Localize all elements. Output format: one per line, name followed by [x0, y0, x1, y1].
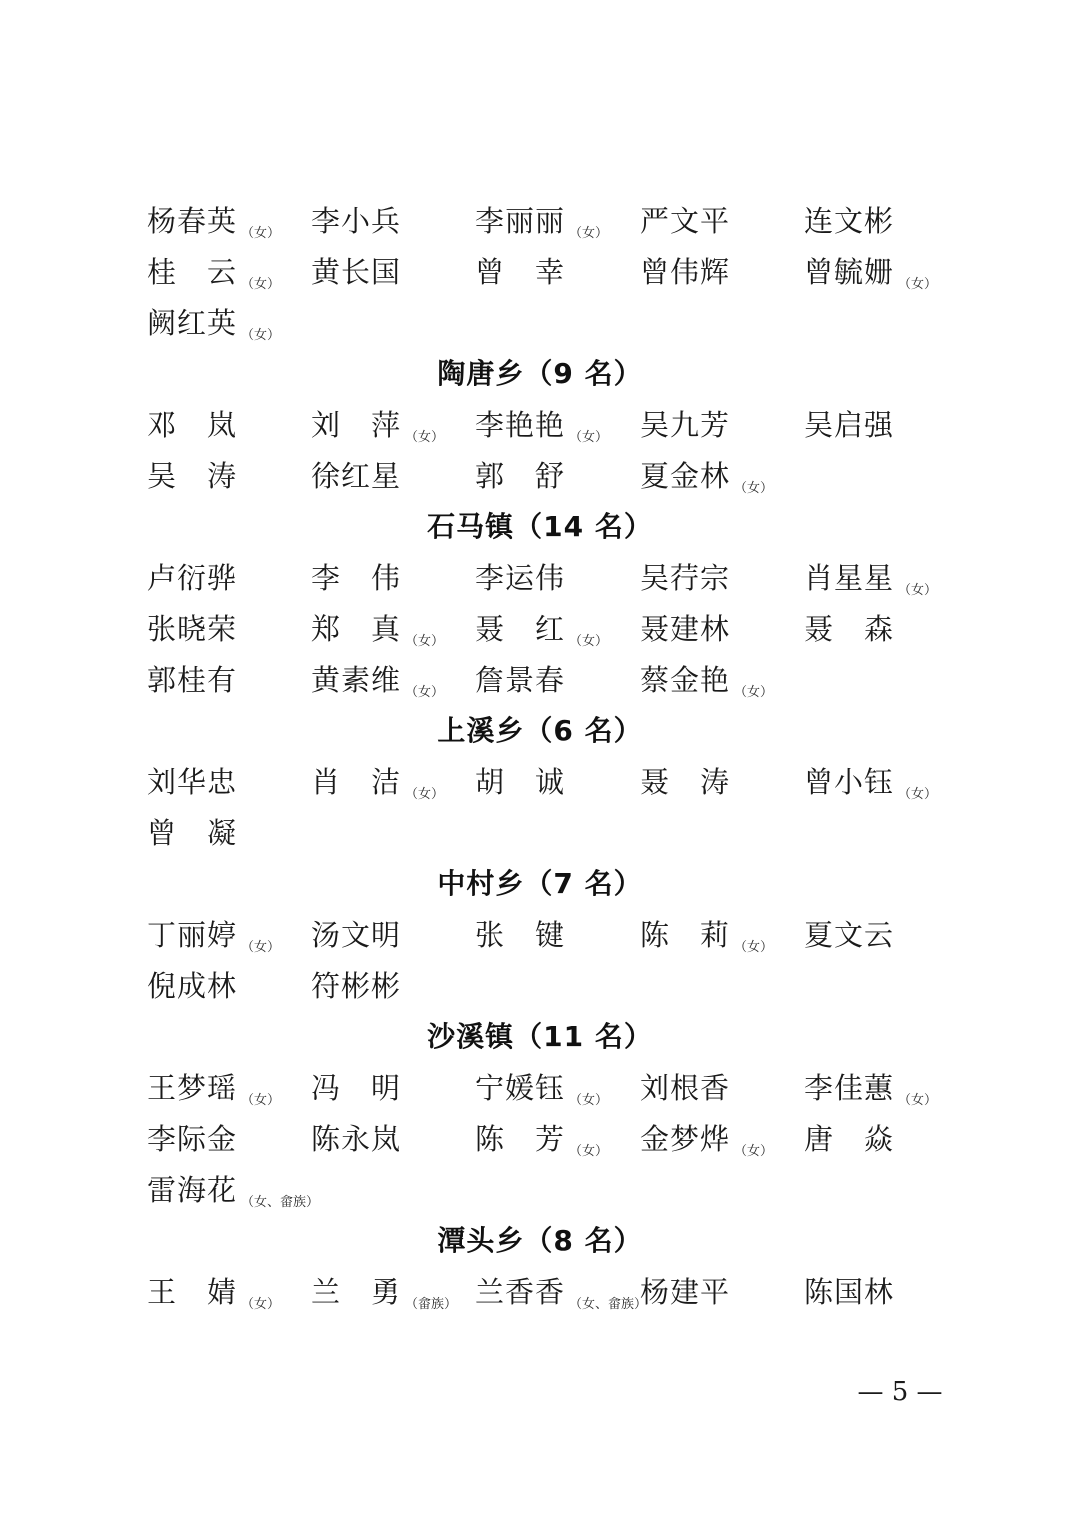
person-name: 夏金林: [640, 459, 731, 493]
person-note: （女）: [898, 583, 938, 598]
person-entry: [147, 655, 237, 705]
person-entry: [147, 553, 237, 603]
person-name: 唐 焱: [804, 1122, 895, 1156]
person-entry: [147, 1165, 319, 1215]
person-entry: [804, 757, 937, 807]
person-name: 桂 云: [147, 255, 238, 289]
person-name: 严文平: [640, 204, 731, 238]
person-note: （女）: [569, 1144, 609, 1159]
person-entry: [640, 1063, 730, 1113]
person-note: （女）: [569, 634, 609, 649]
person-entry: [475, 400, 608, 450]
name-row: [0, 655, 1080, 705]
person-name: 杨春英: [147, 204, 238, 238]
person-name: 黄长国: [311, 255, 402, 289]
person-name: 李运伟: [475, 561, 566, 595]
section-heading: 沙溪镇（11 名）: [427, 1020, 653, 1053]
person-entry: [475, 1267, 647, 1317]
section-heading: 潭头乡（8 名）: [437, 1224, 643, 1257]
person-note: （女）: [405, 685, 445, 700]
person-entry: [804, 553, 937, 603]
person-entry: [804, 247, 937, 297]
person-name: 郑 真: [311, 612, 402, 646]
person-name: 曾小钰: [804, 765, 895, 799]
person-name: 阙红英: [147, 306, 238, 340]
person-entry: [311, 1114, 401, 1164]
person-name: 张晓荣: [147, 612, 238, 646]
person-name: 宁媛钰: [475, 1071, 566, 1105]
person-entry: [147, 604, 237, 654]
person-note: （女）: [734, 481, 774, 496]
person-name: 聂 森: [804, 612, 895, 646]
section-heading: 陶唐乡（9 名）: [437, 357, 643, 390]
name-row: [0, 757, 1080, 807]
name-row: [0, 298, 1080, 348]
person-entry: [640, 1114, 773, 1164]
person-name: 张 键: [475, 918, 566, 952]
person-note: （女）: [734, 1144, 774, 1159]
person-name: 夏文云: [804, 918, 895, 952]
person-entry: [475, 247, 565, 297]
name-row: [0, 553, 1080, 603]
person-name: 刘根香: [640, 1071, 731, 1105]
person-entry: [640, 757, 730, 807]
person-note: （女）: [898, 277, 938, 292]
person-entry: [475, 604, 608, 654]
person-note: （女）: [405, 430, 445, 445]
person-entry: [147, 1114, 237, 1164]
person-entry: [311, 196, 401, 246]
person-name: 王梦瑶: [147, 1071, 238, 1105]
person-note: （女）: [241, 328, 281, 343]
person-entry: [804, 1063, 937, 1113]
person-entry: [311, 1267, 457, 1317]
person-entry: [804, 1267, 894, 1317]
person-entry: [147, 808, 237, 858]
person-entry: [147, 961, 237, 1011]
person-name: 蔡金艳: [640, 663, 731, 697]
person-name: 陈国林: [804, 1275, 895, 1309]
person-name: 雷海花: [147, 1173, 238, 1207]
person-name: 李际金: [147, 1122, 238, 1156]
person-entry: [311, 655, 444, 705]
person-name: 曾伟辉: [640, 255, 731, 289]
person-note: （女）: [241, 226, 281, 241]
person-entry: [147, 247, 280, 297]
person-entry: [147, 298, 280, 348]
person-name: 吴启强: [804, 408, 895, 442]
person-entry: [475, 655, 565, 705]
person-name: 兰香香: [475, 1275, 566, 1309]
person-name: 曾 凝: [147, 816, 238, 850]
person-note: （女、畲族）: [241, 1195, 320, 1210]
person-name: 邓 岚: [147, 408, 238, 442]
person-note: （女）: [569, 1093, 609, 1108]
person-entry: [147, 400, 237, 450]
person-name: 李 伟: [311, 561, 402, 595]
person-entry: [311, 400, 444, 450]
person-entry: [640, 553, 730, 603]
name-row: [0, 604, 1080, 654]
person-note: （女）: [241, 940, 281, 955]
person-entry: [311, 247, 401, 297]
name-row: [0, 1267, 1080, 1317]
person-note: （女、畲族）: [569, 1297, 648, 1312]
person-entry: [475, 1114, 608, 1164]
person-name: 金梦烨: [640, 1122, 731, 1156]
person-name: 曾 幸: [475, 255, 566, 289]
person-note: （女）: [734, 940, 774, 955]
person-entry: [147, 910, 280, 960]
person-entry: [475, 451, 565, 501]
person-entry: [640, 910, 773, 960]
name-row: [0, 1063, 1080, 1113]
person-entry: [804, 1114, 894, 1164]
person-entry: [147, 1267, 280, 1317]
person-entry: [147, 196, 280, 246]
person-note: （女）: [241, 277, 281, 292]
person-name: 卢衍骅: [147, 561, 238, 595]
person-entry: [311, 910, 401, 960]
person-name: 吴 涛: [147, 459, 238, 493]
person-name: 吴荇宗: [640, 561, 731, 595]
person-name: 郭 舒: [475, 459, 566, 493]
person-name: 陈永岚: [311, 1122, 402, 1156]
person-name: 李佳蕙: [804, 1071, 895, 1105]
person-note: （女）: [241, 1297, 281, 1312]
person-entry: [311, 604, 444, 654]
name-row: [0, 961, 1080, 1011]
person-entry: [311, 553, 401, 603]
name-row: [0, 808, 1080, 858]
section-heading: 中村乡（7 名）: [437, 867, 643, 900]
person-name: 聂 涛: [640, 765, 731, 799]
name-row: [0, 1165, 1080, 1215]
person-name: 冯 明: [311, 1071, 402, 1105]
person-entry: [311, 757, 444, 807]
person-name: 杨建平: [640, 1275, 731, 1309]
person-name: 胡 诚: [475, 765, 566, 799]
person-entry: [475, 910, 565, 960]
person-name: 李艳艳: [475, 408, 566, 442]
person-entry: [640, 247, 730, 297]
person-name: 倪成林: [147, 969, 238, 1003]
person-name: 陈 莉: [640, 918, 731, 952]
person-name: 连文彬: [804, 204, 895, 238]
person-name: 陈 芳: [475, 1122, 566, 1156]
person-name: 肖星星: [804, 561, 895, 595]
person-name: 汤文明: [311, 918, 402, 952]
person-name: 李丽丽: [475, 204, 566, 238]
person-name: 徐红星: [311, 459, 402, 493]
person-entry: [640, 604, 730, 654]
person-entry: [640, 400, 730, 450]
person-entry: [640, 196, 730, 246]
person-name: 曾毓姗: [804, 255, 895, 289]
name-row: [0, 910, 1080, 960]
person-entry: [640, 451, 773, 501]
person-note: （女）: [405, 634, 445, 649]
person-note: （畲族）: [405, 1297, 458, 1312]
person-name: 符彬彬: [311, 969, 402, 1003]
name-row: [0, 400, 1080, 450]
person-entry: [804, 196, 894, 246]
person-name: 吴九芳: [640, 408, 731, 442]
person-entry: [311, 1063, 401, 1113]
person-entry: [147, 451, 237, 501]
person-entry: [640, 655, 773, 705]
person-entry: [147, 757, 237, 807]
section-heading: 石马镇（14 名）: [427, 510, 653, 543]
person-note: （女）: [898, 787, 938, 802]
person-name: 郭桂有: [147, 663, 238, 697]
person-entry: [475, 1063, 608, 1113]
name-row: [0, 196, 1080, 246]
person-entry: [804, 910, 894, 960]
person-entry: [311, 451, 401, 501]
person-entry: [475, 757, 565, 807]
person-name: 詹景春: [475, 663, 566, 697]
person-name: 肖 洁: [311, 765, 402, 799]
person-note: （女）: [569, 226, 609, 241]
person-entry: [640, 1267, 730, 1317]
person-name: 刘华忠: [147, 765, 238, 799]
person-name: 聂建林: [640, 612, 731, 646]
section-heading: 上溪乡（6 名）: [437, 714, 643, 747]
person-note: （女）: [569, 430, 609, 445]
person-name: 聂 红: [475, 612, 566, 646]
name-row: [0, 247, 1080, 297]
person-entry: [311, 961, 401, 1011]
person-entry: [475, 196, 608, 246]
person-name: 兰 勇: [311, 1275, 402, 1309]
person-note: （女）: [898, 1093, 938, 1108]
person-name: 刘 萍: [311, 408, 402, 442]
name-row: [0, 1114, 1080, 1164]
person-note: （女）: [241, 1093, 281, 1108]
person-entry: [475, 553, 565, 603]
person-note: （女）: [405, 787, 445, 802]
name-row: [0, 451, 1080, 501]
person-name: 李小兵: [311, 204, 402, 238]
page-number: — 5 —: [857, 1377, 943, 1407]
person-name: 丁丽婷: [147, 918, 238, 952]
person-entry: [147, 1063, 280, 1113]
person-name: 王 婧: [147, 1275, 238, 1309]
person-entry: [804, 400, 894, 450]
person-note: （女）: [734, 685, 774, 700]
person-entry: [804, 604, 894, 654]
person-name: 黄素维: [311, 663, 402, 697]
